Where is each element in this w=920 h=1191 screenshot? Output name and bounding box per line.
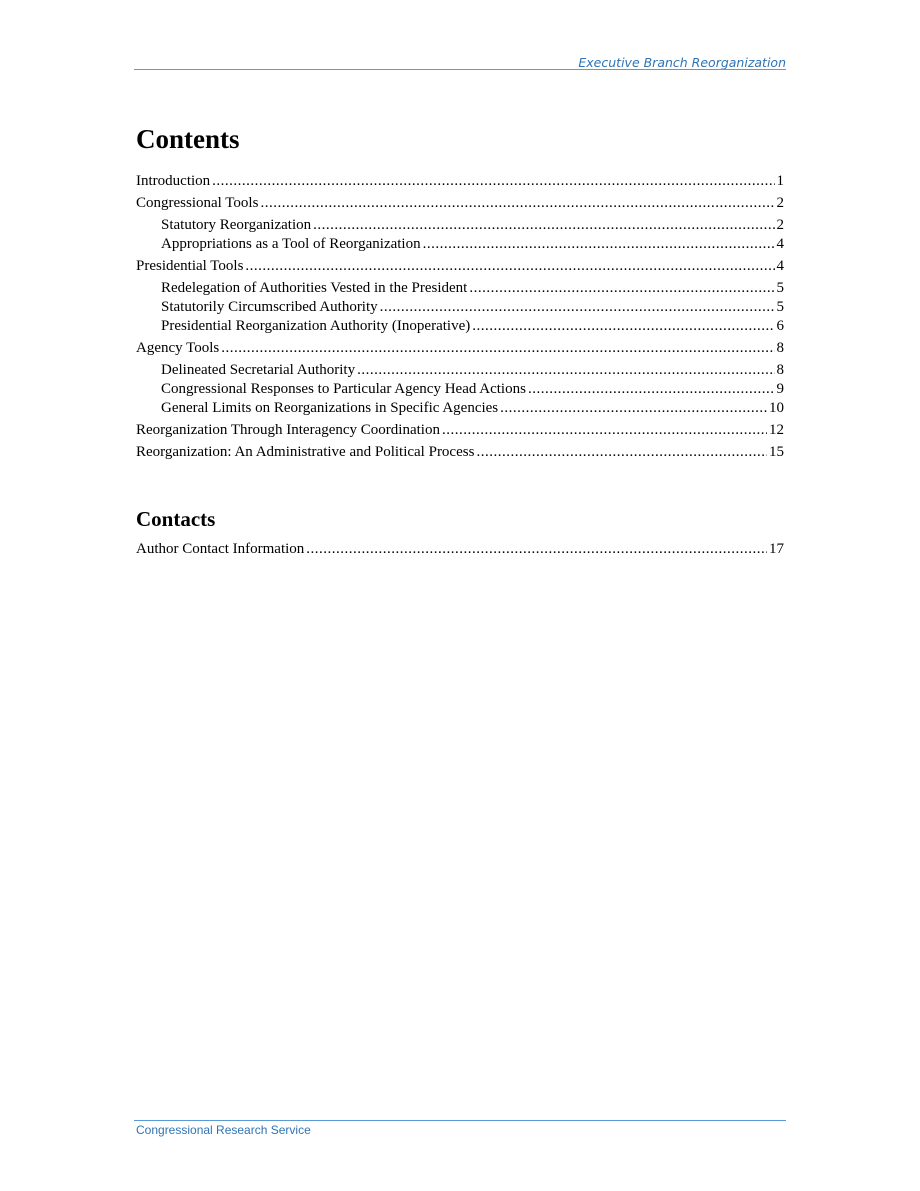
toc-entry-page: 5 [776, 299, 784, 315]
dot-leader [528, 380, 775, 399]
toc-entry-appropriations[interactable] [136, 235, 784, 254]
toc-entry-page: 2 [776, 217, 784, 233]
toc-entry-page: 5 [776, 280, 784, 296]
dot-leader [221, 339, 774, 358]
toc-entry-page: 17 [769, 541, 784, 557]
toc-entry-congressional-tools[interactable] [136, 194, 784, 213]
toc-entry-presidential-reorganization-authority[interactable] [136, 317, 784, 336]
dot-leader [245, 257, 774, 276]
toc-entry-page: 9 [776, 381, 784, 397]
header-rule [134, 69, 786, 70]
contacts-heading: Contacts [136, 507, 216, 531]
toc-entry-page: 15 [769, 444, 784, 460]
toc-entry-congressional-responses[interactable] [136, 380, 784, 399]
dot-leader [500, 399, 767, 418]
dot-leader [380, 298, 775, 317]
toc-entry-general-limits[interactable] [136, 399, 784, 418]
contents-heading: Contents [136, 124, 240, 154]
footer-rule [134, 1120, 786, 1121]
toc-entry-page: 6 [776, 318, 784, 334]
toc-entry-label: Redelegation of Authorities Vested in the President [161, 280, 468, 296]
toc-entry-page: 4 [776, 236, 784, 252]
dot-leader [313, 216, 774, 235]
toc-entry-delineated-secretarial-authority[interactable] [136, 361, 784, 380]
toc-entry-statutory-reorganization[interactable] [136, 216, 784, 235]
toc-entry-page: 8 [776, 340, 784, 356]
toc-entry-label: Statutorily Circumscribed Authority [161, 299, 378, 315]
toc-entry-page: 4 [776, 258, 784, 274]
dot-leader [212, 172, 774, 191]
toc-entry-administrative-political-process[interactable] [136, 443, 784, 462]
toc-entry-label: General Limits on Reorganizations in Specific Agencies [161, 400, 499, 416]
running-footer: Congressional Research Service [136, 1123, 311, 1137]
toc-entry-label: Congressional Tools [136, 195, 259, 211]
toc-entry-label: Appropriations as a Tool of Reorganization [161, 236, 421, 252]
dot-leader [472, 317, 774, 336]
toc-entry-page: 8 [776, 362, 784, 378]
toc-entry-introduction[interactable] [136, 172, 784, 191]
toc-entry-interagency-coordination[interactable] [136, 421, 784, 440]
toc-entry-agency-tools[interactable] [136, 339, 784, 358]
toc-entry-author-contact-information[interactable] [136, 540, 784, 559]
toc-entry-page: 12 [769, 422, 784, 438]
dot-leader [423, 235, 775, 254]
toc-entry-label: Congressional Responses to Particular Agency Head Actions [161, 381, 526, 397]
toc-entry-page: 1 [776, 173, 784, 189]
toc-entry-label: Reorganization: An Administrative and Political Process [136, 444, 475, 460]
dot-leader [469, 279, 774, 298]
dot-leader [357, 361, 774, 380]
toc-entry-label: Author Contact Information [136, 541, 305, 557]
toc-entry-label: Presidential Reorganization Authority (Inoperative) [161, 318, 471, 334]
toc-entry-label: Introduction [136, 173, 211, 189]
toc-entry-label: Agency Tools [136, 340, 220, 356]
table-of-contents [136, 172, 784, 462]
toc-entry-redelegation[interactable] [136, 279, 784, 298]
toc-entry-presidential-tools[interactable] [136, 257, 784, 276]
dot-leader [306, 540, 767, 559]
toc-entry-label: Delineated Secretarial Authority [161, 362, 356, 378]
toc-entry-page: 10 [769, 400, 784, 416]
dot-leader [442, 421, 767, 440]
toc-entry-label: Presidential Tools [136, 258, 244, 274]
dot-leader [476, 443, 767, 462]
toc-entry-statutorily-circumscribed[interactable] [136, 298, 784, 317]
dot-leader [260, 194, 774, 213]
toc-entry-label: Reorganization Through Interagency Coordination [136, 422, 440, 438]
contacts-list [136, 540, 784, 559]
toc-entry-page: 2 [776, 195, 784, 211]
toc-entry-label: Statutory Reorganization [161, 217, 312, 233]
running-header: Executive Branch Reorganization [578, 55, 786, 70]
